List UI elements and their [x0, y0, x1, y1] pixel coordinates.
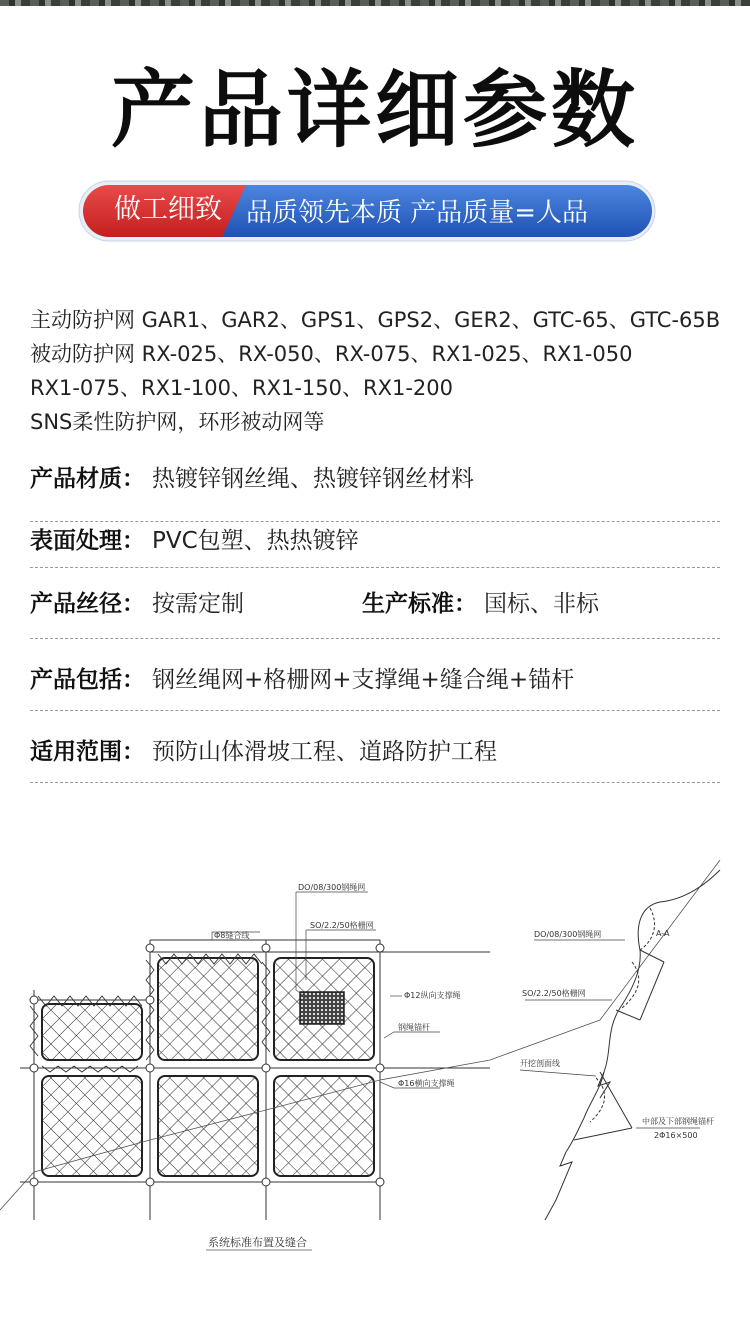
- diagram-caption: 系统标准布置及缝合: [208, 1236, 307, 1249]
- spec-label: 适用范围：: [30, 739, 145, 765]
- banner-right-text: 品质领先本质 产品质量=人品: [246, 198, 589, 228]
- spec-label: 表面处理：: [30, 528, 145, 554]
- spec-value: 热镀锌钢丝绳、热镀锌钢丝材料: [152, 466, 474, 492]
- net-panel: [158, 1076, 258, 1176]
- spec-value: 钢丝绳网+格栅网+支撑绳+缝合绳+锚杆: [152, 667, 575, 693]
- label-section-aa: A-A: [656, 929, 670, 938]
- banner-left-text: 做工细致: [114, 194, 222, 225]
- label-grid-net: SO/2.2/50格栅网: [310, 921, 374, 930]
- page-title: 产品详细参数: [110, 61, 639, 159]
- label-anchor-spec: 2Φ16×500: [654, 1131, 698, 1140]
- spec-row-wire-standard: [30, 586, 720, 639]
- model-line: 主动防护网 GAR1、GAR2、GPS1、GPS2、GER2、GTC-65、GTC-65B: [30, 308, 721, 332]
- section-view: [545, 870, 720, 1220]
- spec-value: 国标、非标: [484, 591, 599, 617]
- spec-row-surface: [30, 523, 720, 568]
- spec-row-includes: [30, 662, 720, 711]
- label-anchor: 钢绳锚杆: [398, 1023, 430, 1032]
- model-line: 被动防护网 RX-025、RX-050、RX-075、RX1-025、RX1-050: [30, 342, 633, 366]
- net-panel: [42, 1004, 142, 1060]
- model-line: SNS柔性防护网，环形被动网等: [30, 410, 325, 434]
- spec-row-material: [30, 461, 720, 522]
- spec-label: 生产标准：: [362, 591, 477, 617]
- label-horizontal-rope: Φ16横向支撑绳: [398, 1079, 455, 1088]
- slogan-banner: [78, 180, 656, 242]
- model-line: RX1-075、RX1-100、RX1-150、RX1-200: [30, 376, 453, 400]
- grid-net-sample: [300, 992, 344, 1024]
- spec-value: PVC包塑、热热镀锌: [152, 528, 359, 554]
- top-photo-strip: [0, 0, 750, 6]
- net-layout-drawing: [0, 840, 750, 1280]
- spec-label: 产品材质：: [30, 466, 145, 492]
- label-rope-net-section: DO/08/300钢绳网: [534, 930, 602, 939]
- label-rope-net: DO/08/300钢绳网: [298, 883, 366, 892]
- spec-value: 按需定制: [152, 591, 244, 617]
- spec-label: 产品丝径：: [30, 591, 145, 617]
- spec-row-usage: [30, 734, 720, 783]
- label-slope-line: 开挖剖面线: [520, 1059, 560, 1068]
- model-list: [30, 303, 730, 439]
- net-panel: [42, 1076, 142, 1176]
- spec-label: 产品包括：: [30, 667, 145, 693]
- spec-value: 预防山体滑坡工程、道路防护工程: [152, 739, 497, 765]
- label-sewing-rope: Φ8缝合线: [214, 931, 250, 940]
- technical-diagram: [0, 840, 750, 1280]
- label-anchor-section: 中部及下部钢绳锚杆: [642, 1117, 714, 1126]
- label-vertical-rope: Φ12纵向支撑绳: [404, 991, 461, 1000]
- net-panel: [158, 958, 258, 1060]
- label-grid-net-section: SO/2.2/50格栅网: [522, 989, 586, 998]
- net-panel: [274, 1076, 374, 1176]
